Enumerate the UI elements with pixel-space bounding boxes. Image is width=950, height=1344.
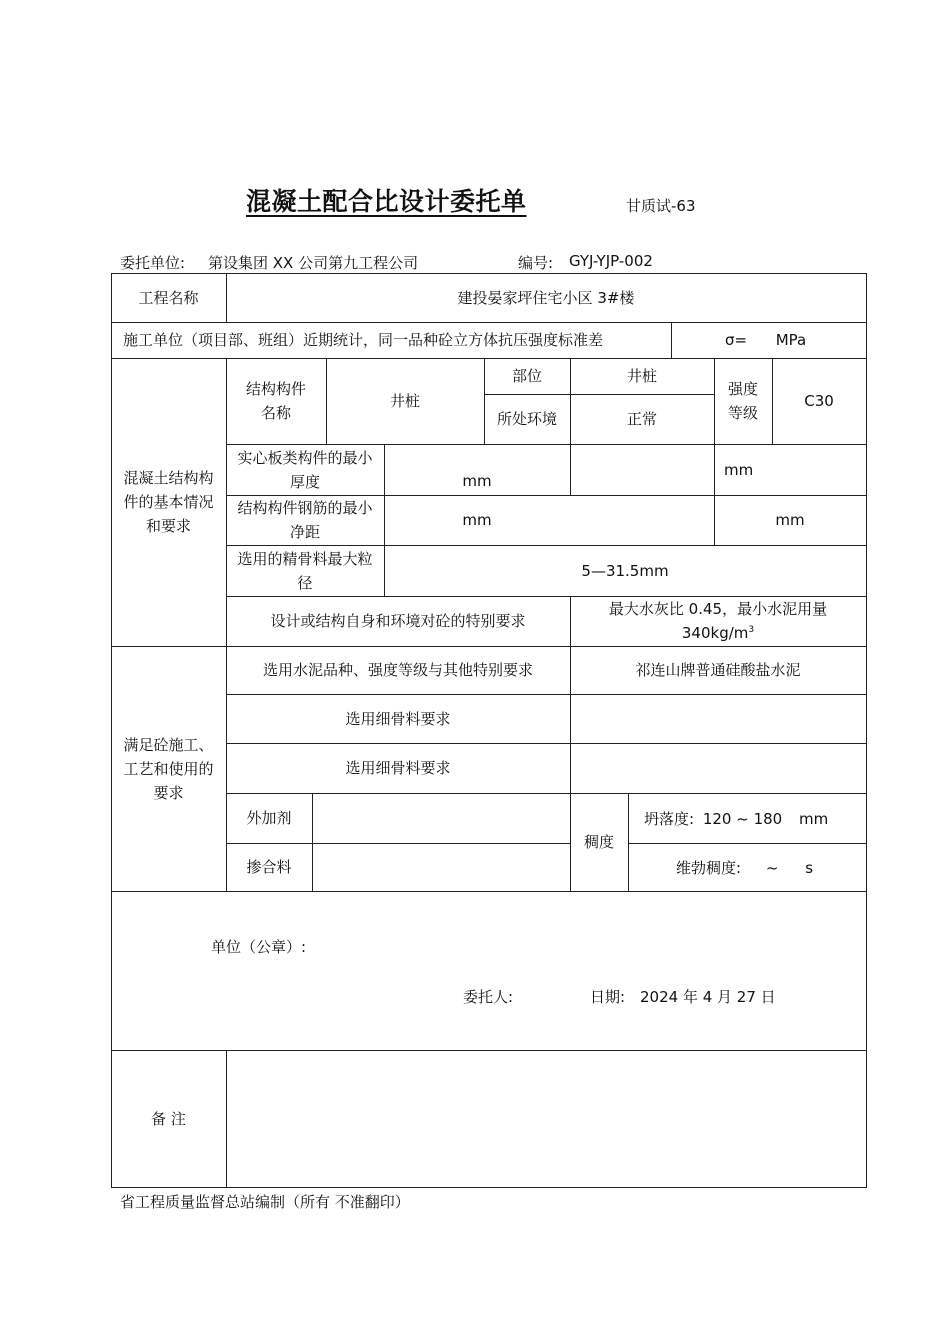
aggregate-size-label: 选用的精骨料最大粒径 — [237, 549, 373, 592]
min-thickness-unit-b: mm — [724, 461, 754, 479]
form-number: 甘质试-63 — [626, 197, 696, 215]
footer-note: 省工程质量监督总站编制（所有 不准翻印） — [120, 1193, 410, 1211]
client-value: 第设集团 XX 公司第九工程公司 — [208, 254, 419, 272]
client-person-label: 委托人: — [463, 988, 514, 1006]
special-requirements-value: 最大水灰比 0.45，最小水泥用量 $340kg/m^3$ — [608, 600, 828, 642]
sigma-unit: MPa — [775, 331, 807, 349]
slump-label: 坍落度: — [644, 810, 695, 828]
cement-label: 选用水泥品种、强度等级与其他特别要求 — [262, 661, 533, 679]
special-requirements-label: 设计或结构自身和环境对砼的特别要求 — [270, 612, 526, 630]
aggregate-size-value: 5—31.5mm — [581, 561, 669, 580]
mineral-admixture-label: 掺合料 — [246, 858, 292, 876]
member-name-label: 结构构件名称 — [245, 380, 306, 422]
remarks-label: 备 注 — [151, 1109, 186, 1128]
sigma-symbol: σ= — [724, 331, 748, 349]
min-spacing-label: 结构构件钢筋的最小净距 — [237, 499, 373, 541]
member-name-value: 井桩 — [389, 392, 420, 410]
date-label: 日期: — [590, 988, 626, 1006]
admixture-label: 外加剂 — [246, 809, 292, 827]
vebe-unit: s — [805, 859, 814, 877]
position-value: 井桩 — [626, 367, 657, 385]
date-value: 2024 年 4 月 27 日 — [640, 988, 776, 1006]
fine-aggregate-label-2: 选用细骨料要求 — [345, 759, 451, 777]
number-value: GYJ-YJP-002 — [569, 252, 653, 270]
number-label: 编号: — [518, 254, 554, 272]
slump-unit: mm — [799, 810, 829, 828]
environment-label: 所处环境 — [496, 410, 557, 428]
remarks-field — [227, 1051, 865, 1186]
project-name-value: 建投晏家坪住宅小区 3#楼 — [457, 288, 635, 307]
project-name-label: 工程名称 — [138, 288, 199, 307]
client-label: 委托单位: — [120, 254, 186, 272]
fine-aggregate-label-1: 选用细骨料要求 — [345, 709, 451, 728]
vebe-label: 维勃稠度: — [676, 859, 742, 877]
std-deviation-label: 施工单位（项目部、班组）近期统计，同一品种砼立方体抗压强度标准差 — [123, 331, 604, 349]
min-spacing-unit-b: mm — [775, 511, 805, 529]
slump-value: 120 ~ 180 — [702, 810, 783, 828]
min-spacing-unit-a: mm — [462, 511, 492, 529]
unit-seal-label: 单位（公章）: — [211, 938, 307, 956]
cement-value: 祁连山牌普通硅酸盐水泥 — [635, 661, 801, 679]
form-title: 混凝土配合比设计委托单 — [246, 187, 527, 216]
vebe-value: ~ — [765, 859, 779, 877]
structure-group-label: 混凝土结构构件的基本情况和要求 — [123, 469, 214, 535]
environment-value: 正常 — [626, 410, 657, 428]
grade-label: 强度等级 — [727, 380, 758, 422]
grade-value: C30 — [804, 392, 834, 410]
min-thickness-label: 实心板类构件的最小厚度 — [237, 448, 373, 491]
position-label: 部位 — [511, 367, 542, 385]
slump-row — [644, 808, 828, 829]
consistency-label: 稠度 — [583, 833, 614, 851]
min-thickness-unit-a: mm — [462, 471, 492, 490]
construction-group-label: 满足砼施工、工艺和使用的要求 — [123, 735, 214, 802]
vebe-row — [676, 857, 813, 878]
